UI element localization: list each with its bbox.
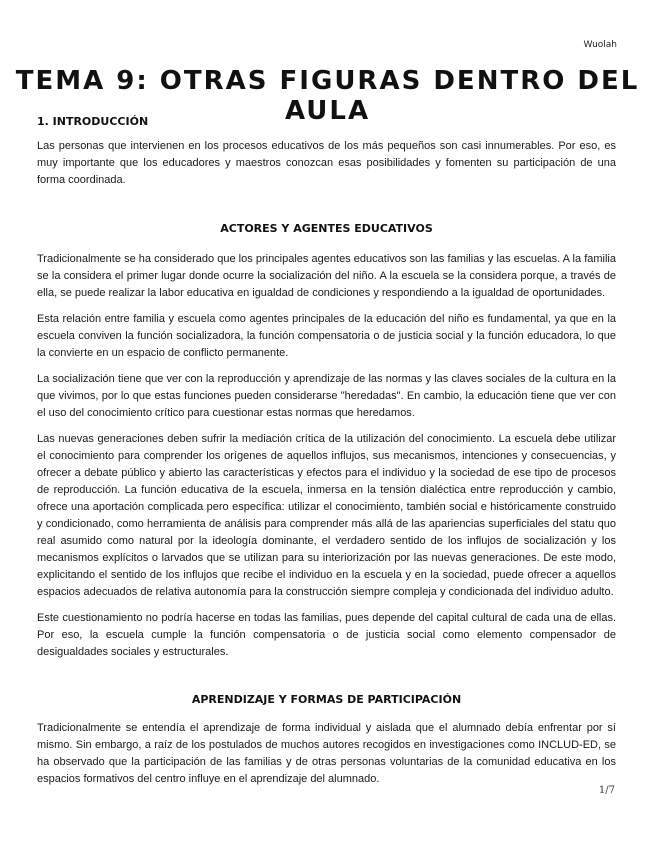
intro-paragraph: Las personas que intervienen en los procesos educativos de los más pequeños son casi innumerables. Por eso, es muy importante que los educadores y maestros conozcan esas posibilidades y fomenten su participación de una forma coordinada. bbox=[37, 140, 616, 186]
brand-logo-text: Wuolah bbox=[583, 40, 617, 50]
aprendizaje-paragraph: Tradicionalmente se entendía el aprendizaje de forma individual y aislada que el alumnado debía enfrentar por sí mismo. Sin embargo, a raíz de los postulados de muchos autores recogidos en investigaciones como INCLUD-ED, se ha observado que la participación de las familias y de otras personas voluntarias de la comunidad educativa en los espacios formativos del centro influye en el aprendizaje del alumnado. bbox=[37, 722, 616, 785]
page-title: TEMA 9: OTRAS FIGURAS DENTRO DEL AULA bbox=[15, 66, 640, 126]
document-body bbox=[37, 115, 616, 797]
page-number: 1/7 bbox=[598, 785, 615, 796]
actores-paragraph-3: La socialización tiene que ver con la reproducción y aprendizaje de las normas y las claves sociales de la cultura en la que vivimos, por lo que estas funciones pueden considerarse "heredadas". En cambio, la educación tiene que ver con el uso del conocimiento crítico para cuestionar estas normas que heredamos. bbox=[37, 373, 616, 419]
section-heading-introduccion: 1. INTRODUCCIÓN bbox=[37, 115, 149, 128]
actores-paragraph-1: Tradicionalmente se ha considerado que los principales agentes educativos son las familias y las escuelas. A la familia se la considera el primer lugar donde ocurre la socialización del niño. A la escuela se la considera porque, a través de ella, se puede realizar la labor educativa en igualdad de condiciones y respondiendo a la igualdad de oportunidades. bbox=[37, 253, 616, 299]
actores-paragraph-2: Esta relación entre familia y escuela como agentes principales de la educación del niño es fundamental, ya que en la escuela conviven la función socializadora, la función compensatoria o de justicia social y la función educadora, lo que la convierte en un espacio de conflicto permanente. bbox=[37, 313, 616, 359]
section-heading-aprendizaje: APRENDIZAJE Y FORMAS DE PARTICIPACIÓN bbox=[191, 693, 462, 706]
section-heading-actores: ACTORES Y AGENTES EDUCATIVOS bbox=[220, 222, 433, 235]
actores-paragraph-5: Este cuestionamiento no podría hacerse en todas las familias, pues depende del capital cultural de cada una de ellas. Por eso, la escuela cumple la función compensatoria o de justicia social como elemento compensador de desigualdades sociales y estructurales. bbox=[37, 612, 616, 658]
actores-paragraph-4: Las nuevas generaciones deben sufrir la mediación crítica de la utilización del conocimiento. La escuela debe utilizar el conocimiento para comprender los orígenes de aquellos influjos, sus mecanismos, intenciones y consecuencias, y ofrecer a debate público y abierto las características y efectos para el individuo y la sociedad de ese tipo de procesos de reproducción. La función educativa de la escuela, inmersa en la tensión dialéctica entre reproducción y cambio, ofrece una aportación complicada pero específica: utilizar el conocimiento, también social e históricamente construido y condicionado, como herramienta de análisis para comprender más allá de las apariencias superficiales del statu quo real asumido como natural por la ideología dominante, el verdadero sentido de los influjos de socialización y los mecanismos explícitos o larvados que se utilizan para su interiorización por las nuevas generaciones. De este modo, explicitando el sentido de los influjos que recibe el individuo en la escuela y en la sociedad, puede ofrecer a aquellos espacios adecuados de relativa autonomía para la construcción siempre compleja y condicionada del individuo adulto. bbox=[37, 433, 616, 598]
